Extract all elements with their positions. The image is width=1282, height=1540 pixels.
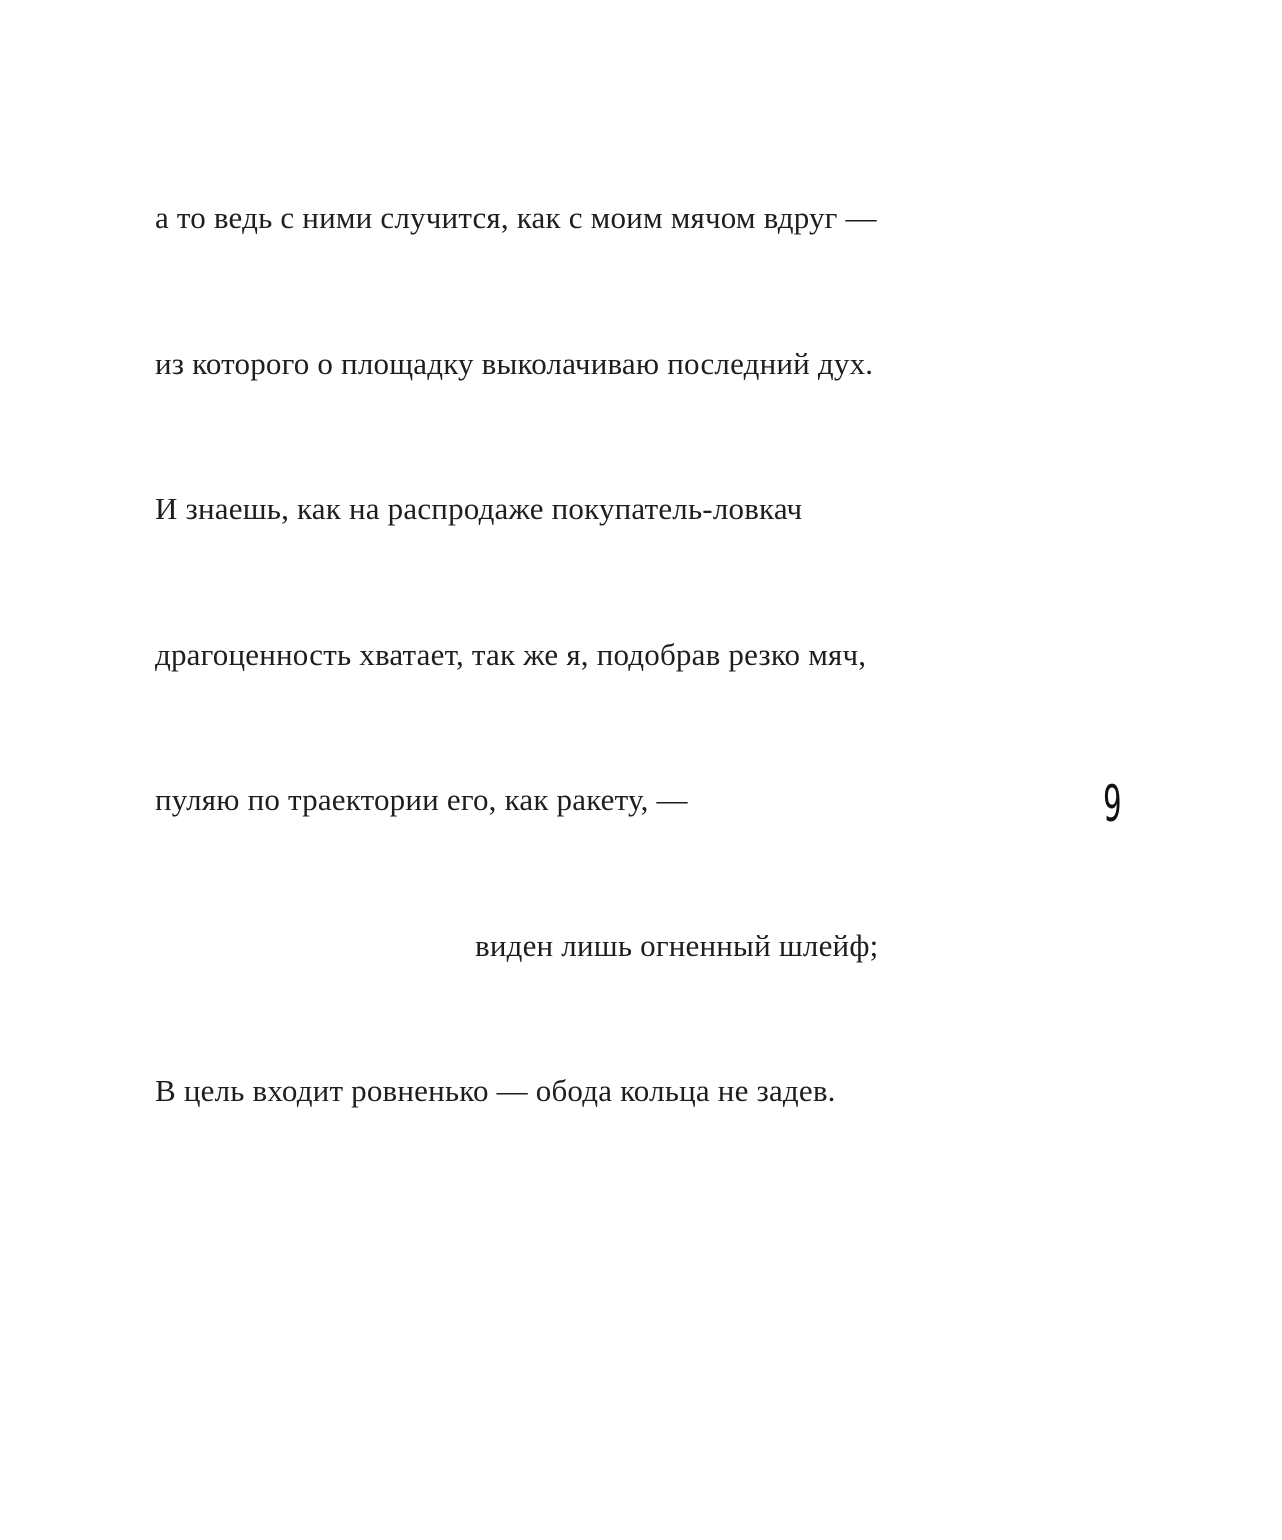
poem-line: драгоценность хватает, так же я, подобрав резко мяч, — [155, 636, 867, 672]
poem-line: И знаешь, как на распродаже покупатель-ловкач — [155, 491, 803, 526]
page-number: 9 — [1103, 775, 1122, 833]
poem-line: В цель входит ровненько — обода кольца не задев. — [155, 1073, 836, 1108]
poem-line: пуляю по траектории его, как ракету, — — [155, 782, 688, 817]
poem-line-indented: виден лишь огненный шлейф; — [475, 927, 879, 963]
poem-text-block — [155, 97, 1155, 1213]
poem-line: а то ведь с ними случится, как с моим мячом вдруг — — [155, 200, 877, 235]
poem-line: из которого о площадку выколачиваю последний дух. — [155, 345, 874, 381]
